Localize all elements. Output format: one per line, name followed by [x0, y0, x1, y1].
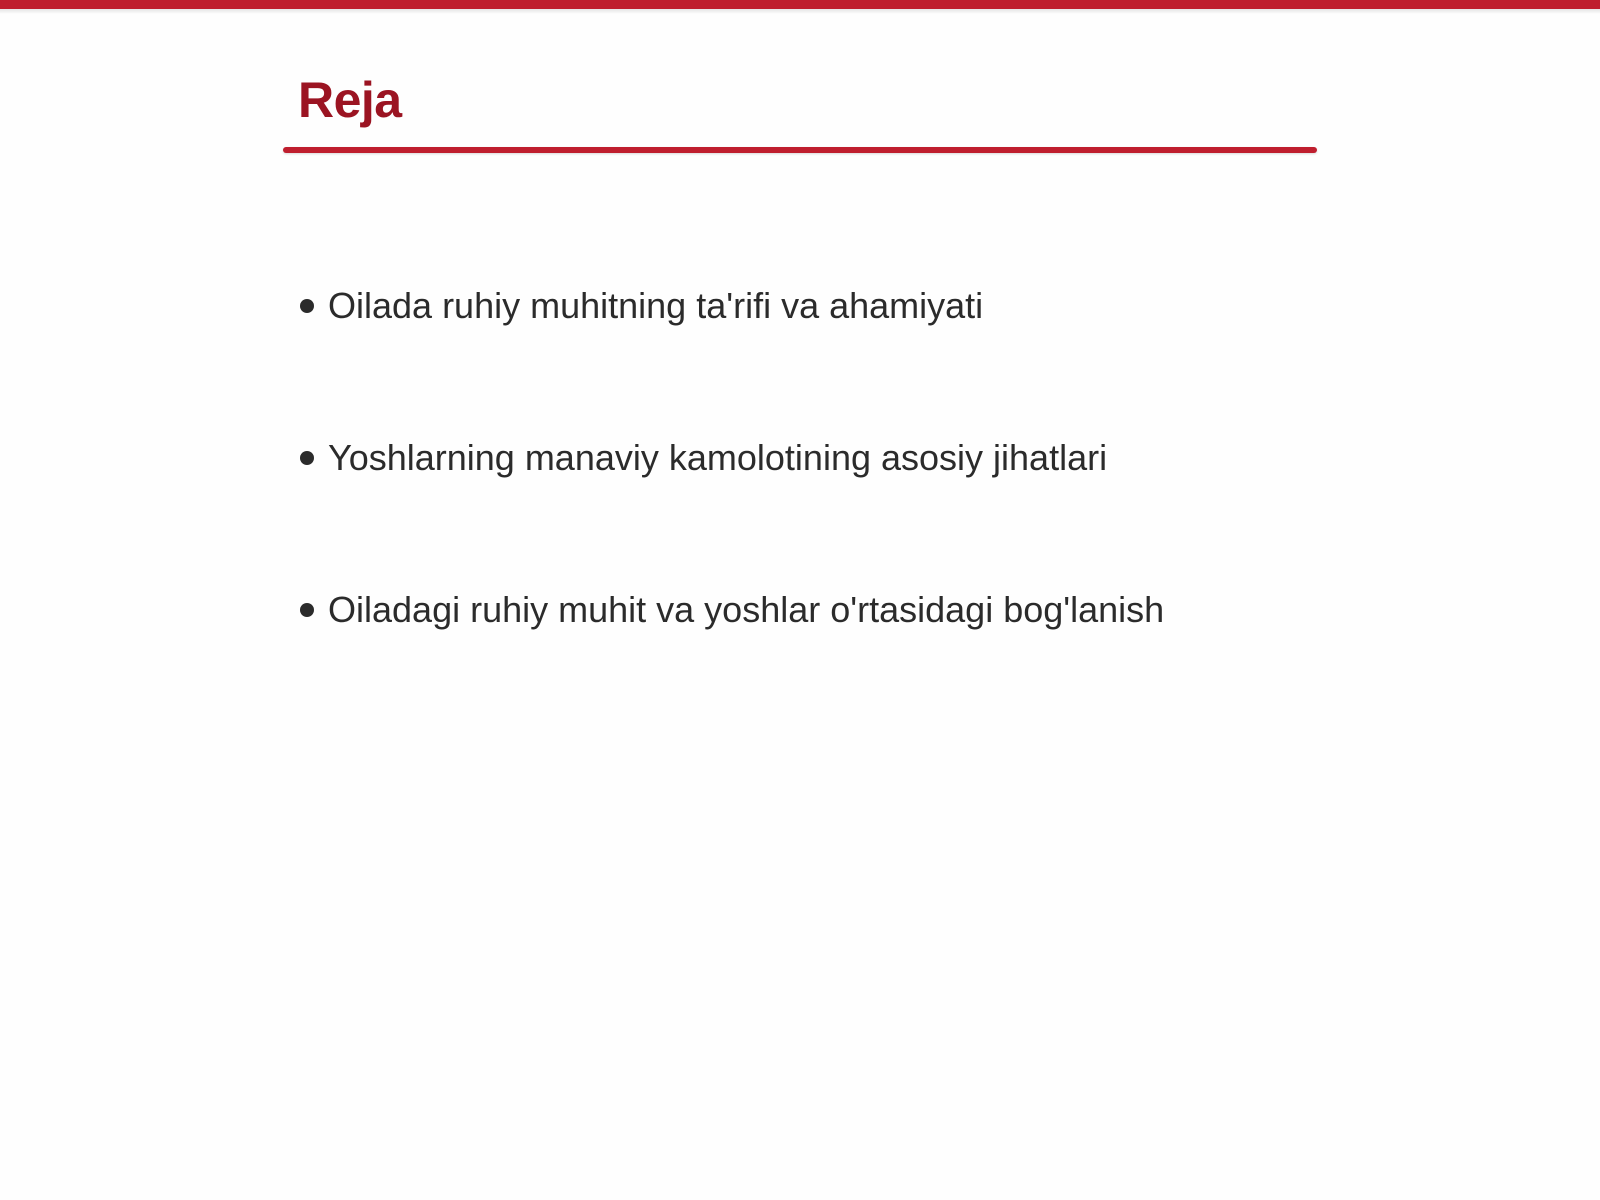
top-accent-bar-shadow	[0, 9, 1600, 14]
title-underline-divider	[283, 147, 1317, 153]
slide-title: Reja	[298, 72, 402, 128]
bullet-list	[300, 280, 1300, 736]
bullet-dot-icon	[300, 451, 314, 465]
bullet-text: Oilada ruhiy muhitning ta'rifi va ahamiyati	[328, 285, 984, 326]
bullet-text: Yoshlarning manaviy kamolotining asosiy jihatlari	[328, 437, 1108, 478]
bullet-item-2	[300, 432, 1300, 584]
bullet-item-3	[300, 584, 1300, 736]
bullet-item-1	[300, 280, 1300, 432]
bullet-text: Oiladagi ruhiy muhit va yoshlar o'rtasidagi bog'lanish	[328, 589, 1165, 630]
bullet-dot-icon	[300, 603, 314, 617]
bullet-dot-icon	[300, 299, 314, 313]
top-accent-bar	[0, 0, 1600, 9]
